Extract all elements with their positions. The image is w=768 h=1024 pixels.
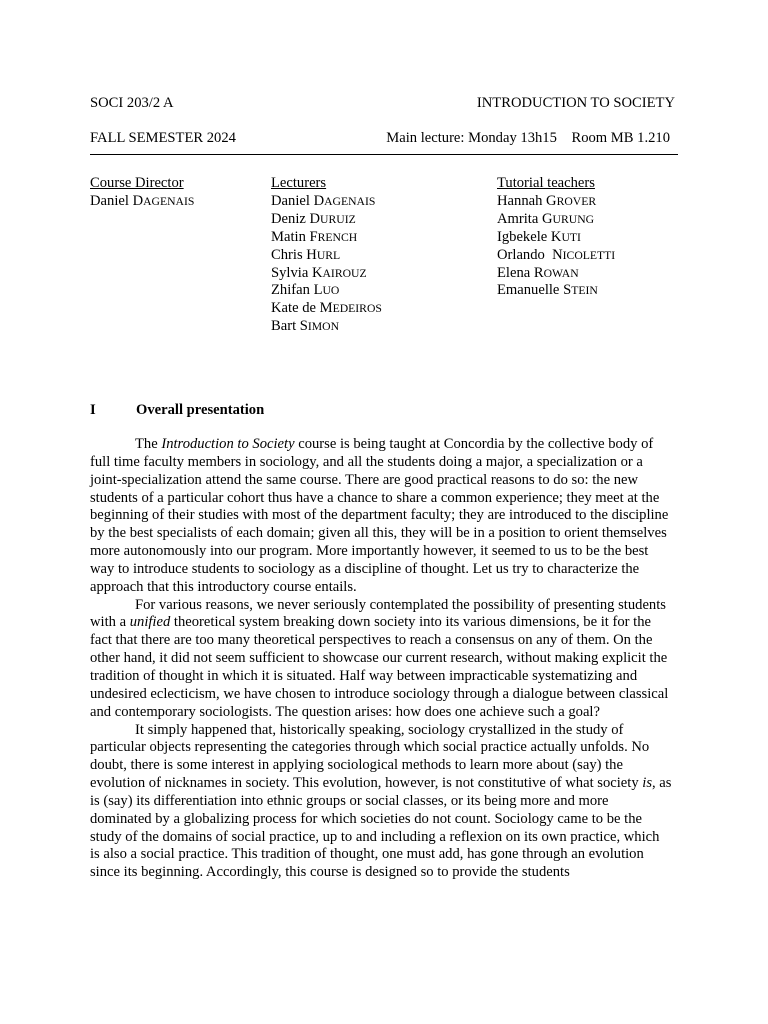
- first-name: Hannah: [497, 192, 547, 209]
- last-name-rest: URUIZ: [320, 212, 356, 226]
- section-title: Overall presentation: [136, 402, 265, 418]
- first-name: Emanuelle: [497, 282, 564, 299]
- last-name-rest: AGENAIS: [143, 194, 195, 208]
- paragraph-text: theoretical system breaking down society into its various dimensions, be it for the fact that there are too many theoretical perspectives to reach a consensus on any of them. On the other hand, it did not seem sufficient to showcase our current research, without making explicit the tradition of thought in which it is situated. Half way between impracticable systematizing and undesired eclecticism, we have chosen to introduce sociology through a dialogue between classical and contemporary sociologists. The question arises: how does one achieve such a goal?: [90, 614, 669, 720]
- body-text: [90, 436, 672, 882]
- paragraph: [90, 597, 672, 722]
- paragraph: [90, 436, 672, 597]
- last-name-initial: D: [313, 192, 325, 209]
- first-name: Orlando: [497, 246, 553, 263]
- italic-text: unified: [129, 614, 171, 631]
- course-director-column: [90, 175, 194, 211]
- lecturers-list: [271, 193, 382, 336]
- first-name: Daniel: [90, 192, 133, 209]
- tutor-name: [497, 193, 615, 211]
- staff-section: [90, 175, 678, 345]
- last-name-initial: F: [309, 228, 318, 245]
- tutor-name: [497, 211, 615, 229]
- last-name-rest: ROVER: [556, 194, 597, 208]
- last-name-initial: R: [533, 264, 544, 281]
- tutors-heading: Tutorial teachers: [497, 175, 595, 191]
- last-name-rest: EDEIROS: [332, 302, 382, 316]
- course-director-name: [90, 193, 194, 211]
- italic-text: is: [642, 775, 652, 792]
- last-name-rest: UO: [322, 284, 340, 298]
- lecturer-name: [271, 282, 382, 300]
- course-code: SOCI 203/2 A: [90, 95, 174, 111]
- lecturer-name: [271, 265, 382, 283]
- first-name: Deniz: [271, 210, 310, 227]
- first-name: Bart: [271, 318, 300, 335]
- course-title: INTRODUCTION TO SOCIETY: [476, 95, 675, 111]
- lecturer-name: [271, 300, 382, 318]
- tutor-name: [497, 282, 615, 300]
- last-name-rest: OWAN: [543, 266, 579, 280]
- last-name-initial: D: [309, 210, 321, 227]
- last-name-rest: TEIN: [571, 284, 598, 298]
- section-number: I: [90, 402, 96, 418]
- tutor-name: [497, 229, 615, 247]
- italic-text: Introduction to Society: [161, 436, 295, 452]
- header-row-course: [90, 94, 678, 112]
- first-name: Zhifan: [271, 282, 314, 299]
- header-row-schedule: [90, 129, 678, 147]
- tutor-name: [497, 247, 615, 265]
- last-name-initial: N: [552, 246, 563, 263]
- header-divider: [90, 154, 678, 155]
- first-name: Daniel: [271, 192, 314, 209]
- paragraph-text: course is being taught at Concordia by the collective body of full time faculty members in sociology, and all the students doing a major, a specialization or a joint-specialization attend the same course. There are good practical reasons to do so: the new students of a particular cohort thus have a chance to share a common experience; they meet at the beginning of their studies with most of the department faculty; they are introduced to the discipline by the best specialists of each domain; given all this, they will be in a position to orient themselves more autonomously into our program. More importantly however, it seemed to us to be the best way to introduce students to sociology as a discipline of thought. Let us try to characterize the approach that this introductory course entails.: [90, 436, 669, 595]
- lecturer-name: [271, 318, 382, 336]
- lecturer-name: [271, 193, 382, 211]
- paragraph: [90, 722, 672, 883]
- last-name-initial: K: [550, 228, 562, 245]
- last-name-rest: AIROUZ: [322, 266, 367, 280]
- first-name: Sylvia: [271, 264, 312, 281]
- lecture-info: Main lecture: Monday 13h15 Room MB 1.210: [386, 130, 670, 146]
- last-name-initial: G: [542, 210, 553, 227]
- section-heading: [90, 401, 678, 419]
- lecturer-name: [271, 229, 382, 247]
- last-name-initial: L: [313, 282, 323, 299]
- lecturers-column: [271, 175, 382, 336]
- document-page: [90, 92, 678, 882]
- last-name-rest: URL: [316, 248, 341, 262]
- tutor-name: [497, 265, 615, 283]
- last-name-initial: S: [563, 282, 572, 299]
- lecturer-name: [271, 211, 382, 229]
- last-name-initial: D: [132, 192, 144, 209]
- course-director-heading: Course Director: [90, 175, 184, 191]
- last-name-rest: AGENAIS: [324, 194, 376, 208]
- last-name-rest: RENCH: [317, 230, 358, 244]
- paragraph-text: , as is (say) its differentiation into ethnic groups or social classes, or its being more and more dominated by a globalizing process for which societies do not count. Sociology came to be the study of the domains of social practice, up to and including a reflexion on its own practice, which is also a social practice. This tradition of thought, one must add, has gone through an evolution since its beginning. Accordingly, this course is designed so to provide the students: [90, 775, 672, 881]
- first-name: Elena: [497, 264, 534, 281]
- tutors-column: [497, 175, 615, 300]
- last-name-rest: UTI: [561, 230, 581, 244]
- first-name: Amrita: [497, 210, 542, 227]
- last-name-rest: URUNG: [552, 212, 595, 226]
- semester: FALL SEMESTER 2024: [90, 130, 236, 146]
- paragraph-text: For various reasons, we never seriously contemplated the possibility of presenting students with a: [90, 596, 666, 631]
- last-name-initial: S: [299, 318, 308, 335]
- first-name: Chris: [271, 246, 307, 263]
- last-name-initial: G: [546, 192, 557, 209]
- paragraph-text: It simply happened that, historically speaking, sociology crystallized in the study of particular objects representing the categories through which social practice actually unfolds. No doubt, there is some interest in applying sociological methods to learn more about (say) the evolution of nicknames in society. This evolution, however, is not constitutive of what society: [90, 721, 650, 792]
- last-name-initial: M: [319, 300, 333, 317]
- first-name: Kate de: [271, 300, 320, 317]
- lecturer-name: [271, 247, 382, 265]
- lecturers-heading: Lecturers: [271, 175, 327, 191]
- course-director-list: [90, 193, 194, 211]
- last-name-rest: ICOLETTI: [562, 248, 616, 262]
- last-name-rest: IMON: [307, 320, 340, 334]
- first-name: Matin: [271, 228, 310, 245]
- tutors-list: [497, 193, 615, 300]
- last-name-initial: H: [306, 246, 317, 263]
- first-name: Igbekele: [497, 228, 551, 245]
- paragraph-text: The: [135, 436, 162, 452]
- last-name-initial: K: [311, 264, 323, 281]
